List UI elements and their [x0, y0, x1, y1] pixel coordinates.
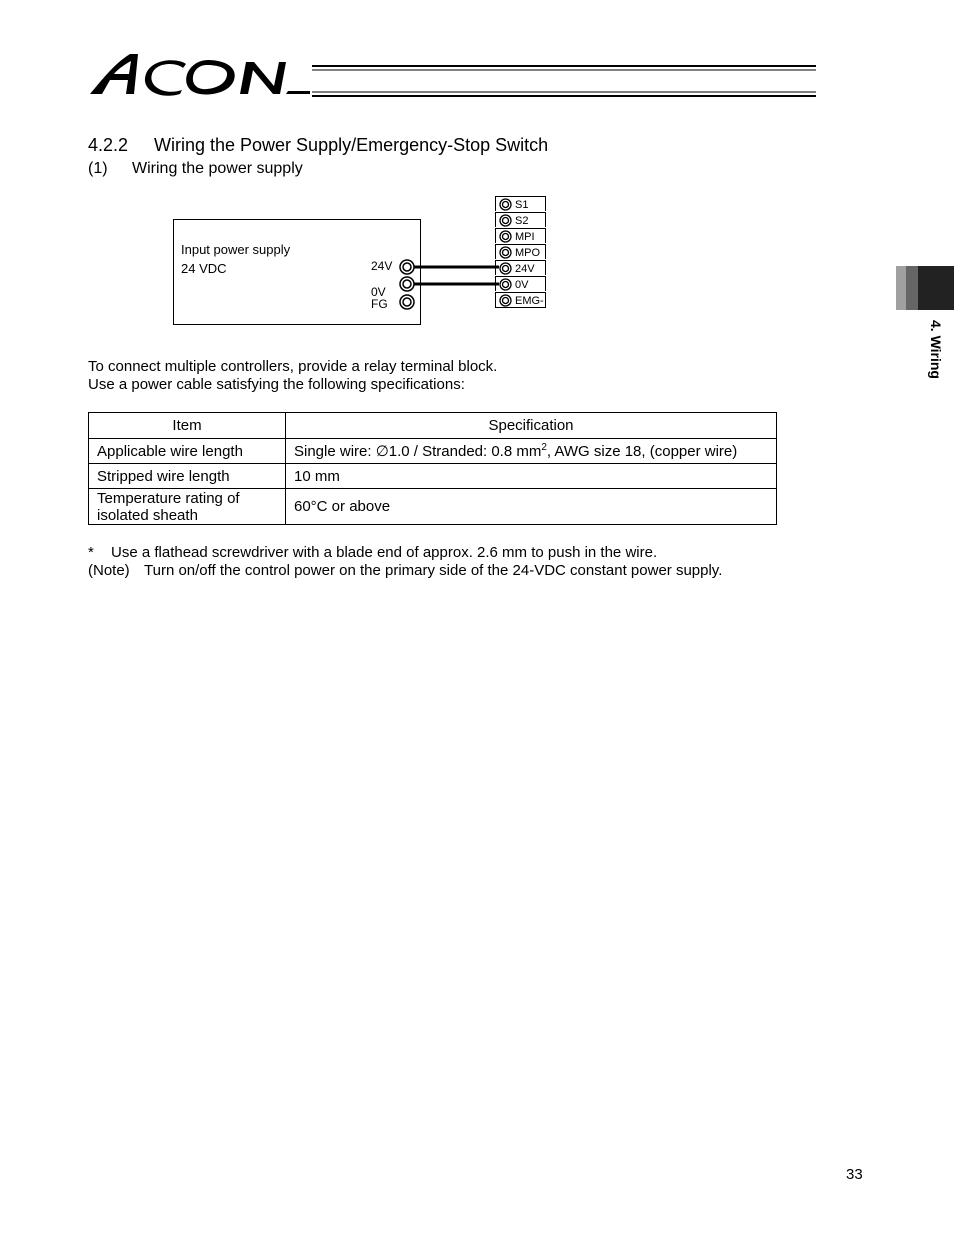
terminal-label: EMG- — [515, 295, 544, 307]
chapter-tab — [896, 266, 954, 310]
terminal-mpi — [495, 228, 546, 243]
table-cell-item: Applicable wire length — [89, 439, 286, 464]
table-cell-spec: 60°C or above — [286, 489, 777, 525]
header-rule — [312, 64, 816, 98]
terminal-label: S1 — [515, 199, 529, 211]
table-cell-spec: 10 mm — [286, 464, 777, 489]
body-text-2: Use a power cable satisfying the following specifications: — [88, 376, 465, 393]
table-row — [89, 464, 777, 489]
screw-terminal-icon — [499, 246, 512, 259]
footnote-text: Use a flathead screwdriver with a blade end of approx. 2.6 mm to push in the wire. — [111, 544, 658, 561]
item-line-1: Temperature rating of — [97, 489, 240, 507]
ps-terminal-fg-label: FG — [371, 297, 388, 311]
screw-terminal-icon — [499, 294, 512, 307]
chapter-label: 4. Wiring — [928, 320, 944, 379]
screw-terminal-icon — [499, 262, 512, 275]
terminal-s1 — [495, 196, 546, 211]
subsection-number: (1) — [88, 160, 108, 177]
footnote-mark: * — [88, 544, 94, 561]
table-header-spec: Specification — [286, 413, 777, 439]
note-text: Turn on/off the control power on the primary side of the 24-VDC constant power supply. — [144, 562, 723, 579]
body-text-1: To connect multiple controllers, provide a relay terminal block. — [88, 358, 498, 375]
ps-terminal-24v-label: 24V — [371, 259, 393, 273]
spec-text: Single wire: ∅1.0 / Stranded: 0.8 mm — [294, 443, 542, 460]
screw-terminal-icon — [499, 278, 512, 291]
terminal-24v — [495, 260, 546, 275]
table-cell-item — [89, 489, 286, 525]
table-row — [89, 489, 777, 525]
spec-text-suffix: , AWG size 18, (copper wire) — [546, 443, 738, 460]
subsection-title: Wiring the power supply — [132, 160, 303, 177]
section-heading — [88, 135, 548, 156]
acon-logo — [88, 50, 313, 100]
terminal-mpo — [495, 244, 546, 259]
table-header-row — [89, 413, 777, 439]
item-line-2: isolated sheath — [97, 506, 198, 524]
terminal-label: 24V — [515, 263, 535, 275]
table-header-item: Item — [89, 413, 286, 439]
section-number: 4.2.2 — [88, 135, 129, 155]
subsection-heading — [88, 160, 303, 178]
terminal-label: 0V — [515, 279, 529, 291]
terminal-s2 — [495, 212, 546, 227]
screw-terminal-icon — [499, 230, 512, 243]
terminal-label: S2 — [515, 215, 529, 227]
page-number: 33 — [846, 1166, 863, 1183]
note-mark: (Note) — [88, 562, 130, 579]
section-title: Wiring the Power Supply/Emergency-Stop Switch — [154, 135, 549, 155]
screw-terminal-icon — [499, 198, 512, 211]
power-supply-voltage: 24 VDC — [181, 261, 227, 276]
terminal-label: MPI — [515, 231, 535, 243]
note — [88, 562, 722, 579]
table-row — [89, 439, 777, 464]
spec-table — [88, 412, 777, 525]
spec-superscript: 2 — [541, 442, 547, 453]
terminal-emg — [495, 292, 546, 308]
footnote — [88, 544, 657, 561]
power-supply-label: Input power supply — [181, 242, 291, 257]
table-cell-spec — [286, 439, 777, 464]
table-cell-item: Stripped wire length — [89, 464, 286, 489]
terminal-0v — [495, 276, 546, 291]
screw-terminal-icon — [499, 214, 512, 227]
terminal-label: MPO — [515, 247, 541, 259]
ps-terminal-0v-label: 0V — [371, 285, 386, 299]
